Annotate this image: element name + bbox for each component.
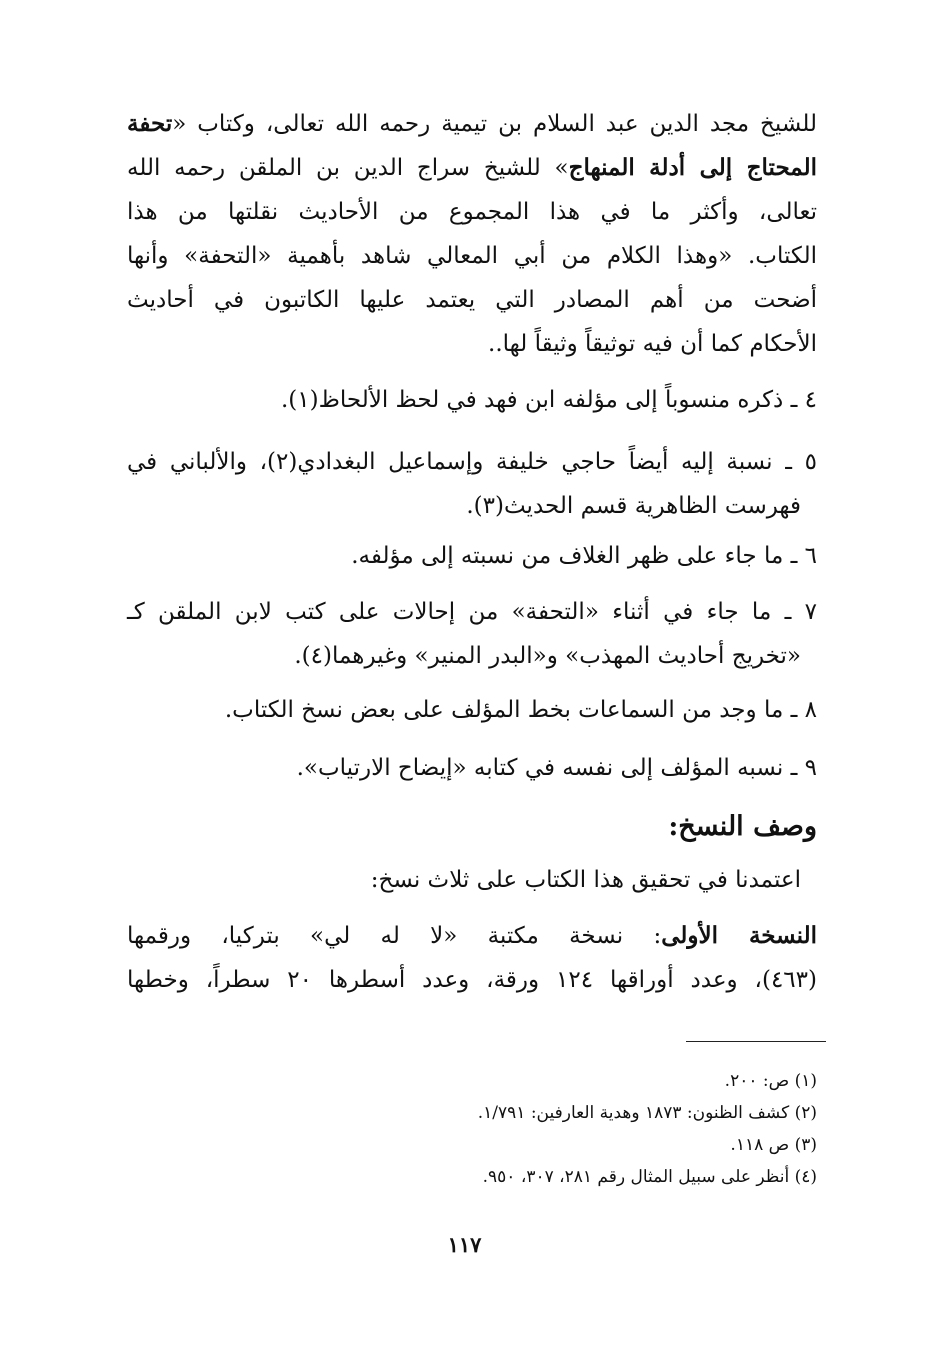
section-heading: وصف النسخ: <box>668 811 817 842</box>
intro-line-2-text: » للشيخ سراج الدين بن الملقن رحمه الله <box>127 155 569 181</box>
item-7-line-1: ٧ ـ ما جاء في أثناء «التحفة» من إحالات على كتب لابن الملقن كـ <box>127 599 817 625</box>
item-5-line-1: ٥ ـ نسبة إليه أيضاً حاجي خليفة وإسماعيل البغدادي(٢)، والألباني في <box>127 449 817 475</box>
intro-line-1-bold: تحفة <box>127 110 173 137</box>
item-6: ٦ ـ ما جاء على ظهر الغلاف من نسبته إلى مؤلفه. <box>351 543 817 569</box>
intro-line-2 <box>127 146 817 190</box>
first-copy-label: النسخة الأولى <box>661 922 817 949</box>
footnote-divider <box>686 1041 826 1042</box>
section-paragraph-1: اعتمدنا في تحقيق هذا الكتاب على ثلاث نسخ: <box>370 867 801 893</box>
item-4: ٤ ـ ذكره منسوباً إلى مؤلفه ابن فهد في لحظ الألحاظ(١). <box>280 387 817 413</box>
intro-line-1 <box>127 102 817 146</box>
section-paragraph-2-text: : نسخة مكتبة «لا له لي» بتركيا، ورقمها <box>127 923 662 949</box>
intro-line-5: أضحت من أهم المصادر التي يعتمد عليها الكاتبون في أحاديث <box>127 287 817 313</box>
item-8: ٨ ـ ما وجد من السماعات بخط المؤلف على بعض نسخ الكتاب. <box>224 697 817 723</box>
item-9: ٩ ـ نسبه المؤلف إلى نفسه في كتابه «إيضاح الارتياب». <box>296 755 817 781</box>
item-5-line-2: فهرست الظاهرية قسم الحديث(٣). <box>466 493 801 519</box>
item-7-line-2: «تخريج أحاديث المهذب» و«البدر المنير» وغيرهما(٤). <box>294 643 801 669</box>
footnote-2: (٢) كشف الظنون: ١٨٧٣ وهدية العارفين: ١/٧٩١. <box>477 1103 817 1123</box>
section-paragraph-2 <box>127 914 817 958</box>
footnote-1: (١) ص: ٢٠٠. <box>724 1071 817 1091</box>
intro-line-3: تعالى، وأكثر ما في هذا المجموع من الأحاديث نقلتها من هذا <box>127 199 817 225</box>
intro-line-6: الأحكام كما أن فيه توثيقاً وثيقاً لها.. <box>488 331 817 357</box>
intro-line-4: الكتاب. «وهذا الكلام من أبي المعالي شاهد بأهمية «التحفة» وأنها <box>127 243 817 269</box>
intro-line-2-bold: المحتاج إلى أدلة المنهاج <box>568 154 817 181</box>
footnote-4: (٤) أنظر على سبيل المثال رقم ٢٨١، ٣٠٧، ٩٥٠. <box>482 1167 817 1187</box>
intro-line-1-text: للشيخ مجد الدين عبد السلام بن تيمية رحمه الله تعالى، وكتاب « <box>172 111 817 137</box>
section-paragraph-3: (٤٦٣)، وعدد أوراقها ١٢٤ ورقة، وعدد أسطرها ٢٠ سطراً، وخطها <box>127 967 817 993</box>
footnote-3: (٣) ص ١١٨. <box>730 1135 817 1155</box>
page-number: ١١٧ <box>447 1232 482 1257</box>
